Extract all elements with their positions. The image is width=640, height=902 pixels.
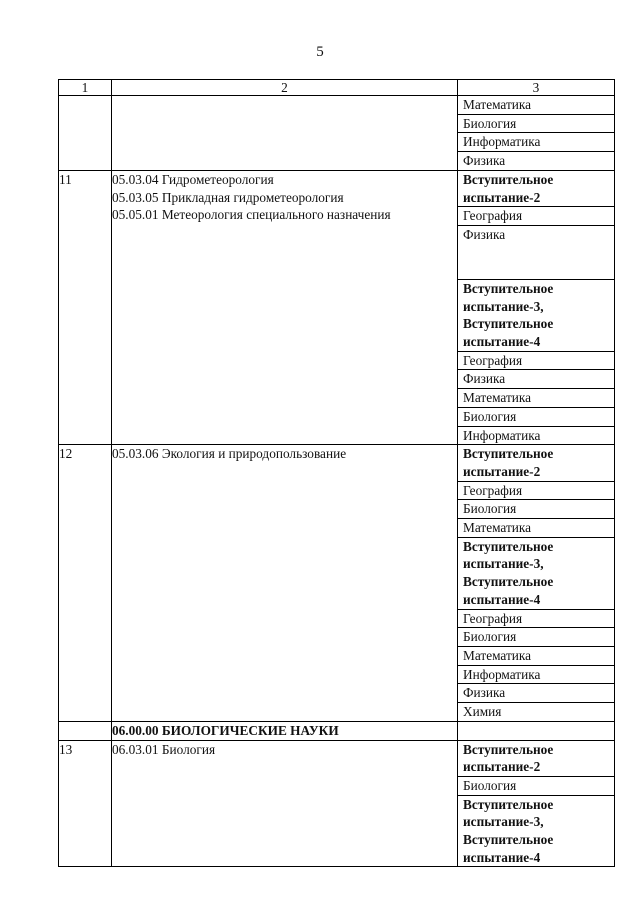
exam-line: Вступительное [463,574,554,590]
admission-table [58,79,615,867]
program-line: 05.03.05 Прикладная гидрометеорология [112,189,344,205]
exam-line: Вступительное [463,538,554,554]
program-cell [112,740,458,867]
program-line: 05.03.06 Экология и природопользование [112,446,347,462]
exam-line: Вступительное [463,446,554,462]
section-title: 06.00.00 БИОЛОГИЧЕСКИЕ НАУКИ [112,721,458,740]
row-number: 11 [59,170,112,444]
exam-line: испытание-2 [463,463,541,479]
subject-item: Биология [458,407,614,426]
subject-item: Физика [458,683,614,702]
entrance-exam-3-4 [458,537,614,609]
exam-line: Вступительное [463,316,554,332]
exam-line: испытание-3, [463,298,544,314]
subject-item: Математика [458,646,614,665]
table-row [59,96,615,171]
exam-line: Вступительное [463,741,554,757]
exam-line: Вступительное [463,796,554,812]
exam-line: испытание-3, [463,814,544,830]
subject-item: Физика [458,225,614,279]
entrance-exam-3-4 [458,795,614,867]
subject-item: Информатика [458,132,614,151]
subject-item: Информатика [458,665,614,684]
row-number [59,721,112,740]
subject-item: География [458,206,614,225]
program-cell [112,96,458,171]
entrance-exam-2 [458,171,614,206]
subject-item: Биология [458,776,614,795]
subject-item: Математика [463,97,532,112]
entrance-exam-2 [458,445,614,480]
exam-line: испытание-4 [463,591,541,607]
program-line: 05.03.04 Гидрометеорология [112,171,274,187]
subjects-cell [458,445,615,722]
row-number: 12 [59,445,112,722]
exam-line: испытание-4 [463,849,541,865]
exam-line: испытание-3, [463,556,544,572]
subject-item: География [458,609,614,628]
table-header-row [59,80,615,96]
subjects-cell [458,96,615,171]
exam-line: испытание-4 [463,334,541,350]
page-number: 5 [316,44,324,60]
header-col-1: 1 [59,80,112,96]
subjects-cell [458,740,615,867]
exam-line: Вступительное [463,280,554,296]
subject-item: Математика [458,388,614,407]
subjects-cell [458,170,615,444]
subject-item: Математика [458,518,614,537]
subject-item: География [458,481,614,500]
subject-item: Химия [458,702,614,721]
table-row [59,170,615,444]
subject-item: Информатика [458,426,614,445]
subject-item: Биология [458,114,614,133]
program-cell [112,445,458,722]
exam-line: испытание-2 [463,759,541,775]
program-cell [112,170,458,444]
program-line: 06.03.01 Биология [112,741,216,757]
exam-line: Вступительное [463,832,554,848]
subjects-cell [458,721,615,740]
subject-item: Физика [458,151,614,170]
row-number [59,96,112,171]
entrance-exam-2 [458,741,614,776]
exam-line: Вступительное [463,171,554,187]
row-number: 13 [59,740,112,867]
section-row [59,721,615,740]
header-col-3: 3 [458,80,615,96]
subject-item: Физика [458,369,614,388]
table-row [59,445,615,722]
program-line: 05.05.01 Метеорология специального назначения [112,207,391,223]
subject-item: География [458,351,614,370]
subject-item: Биология [458,627,614,646]
subject-item: Биология [458,499,614,518]
entrance-exam-3-4 [458,279,614,351]
exam-line: испытание-2 [463,189,541,205]
header-col-2: 2 [112,80,458,96]
table-row [59,740,615,867]
